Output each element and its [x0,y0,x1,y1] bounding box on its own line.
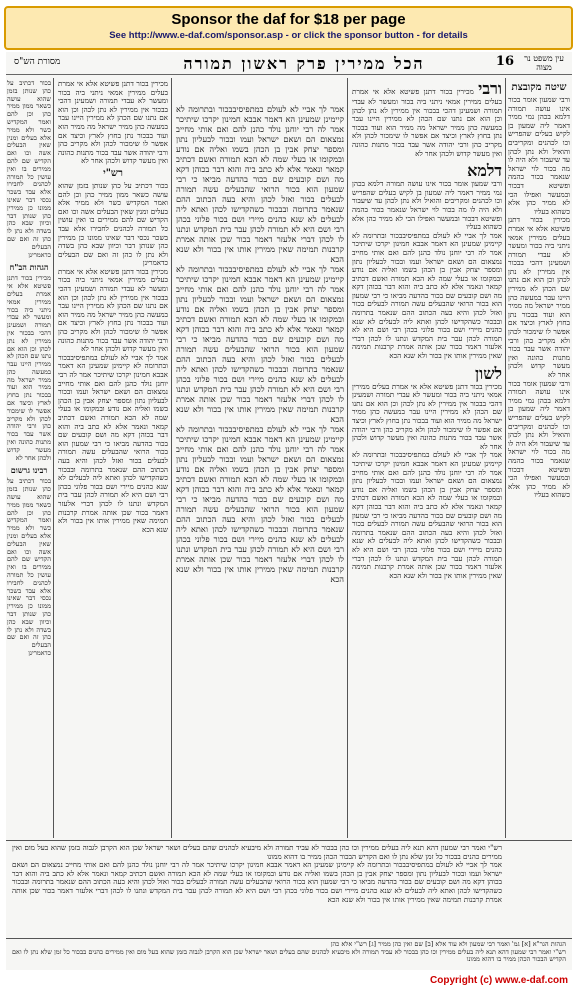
right-margin-text: ורבי שמעון אומר בכור אינו עושה תמורה דלמא בכהן נמי ממיר דאמר ליה שמעון בן לקיש בעלים שהפריש וכו לכהנים ומקריבים והואיל ולא נתן לכהן עד שיעבור ולא היה לו מה בכור לוי ישראל שנאמר בכור בהמה ופשיטא דבכור ובמעשר ואפילו הכי לא ממיר כהן אלא כשהוא בעליו [508,95,570,216]
left-margin-text-3: בכור דכתיב על כהן שנותן בזמן שהוא עושה כשאר ממון ממיר כהן וכן להם ואמר המקדיש כשר ולא ממיר אלא בעלים ומנין שאין הבעלים אשה וכו ואם הקדיש שם להם ממירים בו ואין עושין כל תמורה לכהנים לחבירו אלא עבד בשכר נכסי דבר שאינו ממונו כן ממירין כהן שנותן דבר וכיוון שבא כהן בשדה ולא נתן לו כהן זה ואם שם הבעלים כדאמרינן [7,477,51,657]
commentary-right-text-4: מכירין בכור דתנן פשיטא אלא אי אמרת בעלים ממירין אמאי ניתני ביה בכור ומעשר לא עבדי תמורה ושמעינן דהכי בבכור אין ממירין לא נתן לכהן וכן הוא אם נתנו שם הכהן לא ממירין היינו עבר במעשה כהן ממיר ישראל מה ממיר הוא ועוד בבכור נתן בחוץ לארץ וכיצד אם אפשר לו שימכור לכהן ולא מקריב כהן ורבי יהודה אשר עבד בכור מתנות כהונה ואין מעשר קדוש ולכהן אחר לא [352,381,502,451]
rashi-text-4: אמר לך אביי לא לעולם במתפיסיבבכור ובתרומה לא קיימינן שמעינן הא דאמר אבבא חמינון יקרכו שיתיכר אמר לה רבי יוחנן נולד כהנן להם ואם אותי מחייב נמצאום הם ושאם ישראל ועמו ובכור לבעליון נתון ומספר יצחק אבין בן הכהן בשמו ואליה אם נודע ובמקומו או בעלי שמה לא הכא תמורה ואשם דכתיב קמאר ונאמר אלא לא כתב ביה והוא דבר בכוהן דקא מה ושם קובעים שם בכור בהדעה מביאו כי רבי שמעון הוא בכור הרואי שהבעלים עשה תמורה לבעלים בכור ואזל לכהן והיא בעה הכתוב ההם שנאמר בתרומה ובבכור כשהקדישו לכהן ואתא ליה לבעלים לא שנא כהנים מיירי ושם בכור פלוני בכהן רבי ושם היא לא תמורה לכהן עבר בית המקדש ונתנו לו לכהן דברי אלעזר דאמר בכור שכן אותה אמרת קרבנות תמימה שאין ממירין אותו אין בכור ולא שנא הכא [58,352,168,534]
tosafot-word-2: לשון [475,363,502,383]
commentary-right-text-3: אמר לך אביי לא לעולם במתפיסיבבכור ובתרומה לא קיימינן שמעינן הא דאמר אבבא חמינון יקרכו שיתיכר אמר לה רבי יוחנן נולד כהנן להם ואם אותי מחייב נמצאום הם ושאם ישראל ועמו ובכור לבעליון נתון ומספר יצחק אבין בן הכהן בשמו ואליה אם נודע ובמקומו או בעלי שמה לא הכא תמורה ואשם דכתיב קמאר ונאמר אלא לא כתב ביה והוא דבר בכוהן דקא מה ושם קובעים שם בכור בהדעה מביאו כי רבי שמעון הוא בכור הרואי שהבעלים עשה תמורה לבעלים בכור ואזל לכהן והיא בעה הכתוב ההם שנאמר בתרומה ובבכור כשהקדישו לכהן ואתא ליה לבעלים לא שנא כהנים מיירי ושם בכור פלוני בכהן רבי ושם היא לא תמורה לכהן עבר בית המקדש ונתנו לו לכהן דברי אלעזר דאמר בכור שכן אותה אמרת קרבנות תמימה שאין ממירין אותו אין בכור ולא שנא הכא [352,230,502,361]
footnote-text: הגהות הגר"א [א] גמ' ואמר רבי שמעון ולא עוד אלא [ב] שם ואין כהן ממיר [ג] רש"י אלא כהן [330,941,566,948]
sponsor-banner[interactable] [4,6,573,50]
gemara-main-column [176,104,344,784]
rashi-text: מכירין בכור דתנן פשיטא אלא אי אמרת בעלים ממירין אמאי ניתני ביה בכור ומעשר לא עבדי תמורה ושמעינן דהכי בבכור אין ממירין לא נתן לכהן וכן הוא אם נתנו שם הכהן לא ממירין היינו עבר במעשה כהן ממיר ישראל מה ממיר הוא ועוד בבכור נתן בחוץ לארץ וכיצד אם אפשר לו שימכור לכהן ולא מקריב כהן ורבי יהודה אשר עבד בכור מתנות כהונה ואין מעשר קדוש ולכהן אחר לא [58,80,168,166]
footnotes [12,941,566,969]
page-header [6,52,572,75]
left-header-label: מסורת הש"ס [14,57,61,67]
rashi-text-3: מכירין בכור דתנן פשיטא אלא אי אמרת בעלים ממירין אמאי ניתני ביה בכור ומעשר לא עבדי תמורה ושמעינן דהכי בבכור אין ממירין לא נתן לכהן וכן הוא אם נתנו שם הכהן לא ממירין היינו עבר במעשה כהן ממיר ישראל מה ממיר הוא ועוד בבכור נתן בחוץ לארץ וכיצד אם אפשר לו שימכור לכהן ולא מקריב כהן ורבי יהודה אשר עבד בכור מתנות כהונה ואין מעשר קדוש ולכהן אחר לא [58,266,168,354]
page-number: 16 [495,54,514,69]
banner-subtitle[interactable]: See http://www.e-daf.com/sponsor.asp - or click the sponsor button - for details [109,30,468,41]
rashi-column [58,80,168,840]
copyright-link[interactable]: Copyright (c) www.e-daf.com [430,975,568,986]
rashi-text-2: בכור דכתיב על כהן שנותן בזמן שהוא עושה כשאר ממון ממיר כהן וכן להם ואמר המקדיש כשר ולא ממיר אלא בעלים ומנין שאין הבעלים אשה וכו ואם הקדיש שם להם ממירים בו ואין עושין כל תמורה לכהנים לחבירו אלא עבד בשכר נכסי דבר שאינו ממונו כן ממירין כהן שנותן דבר וכיוון שבא כהן בשדה ולא נתן לו כהן זה ואם שם הבעלים כדאמרינן [58,180,168,268]
gemara-text-3: אמר לך אביי לא לעולם במתפיסיבבכור ובתרומה לא קיימינן שמעינן הא דאמר אבבא חמינון יקרכו שיתיכר אמר לה רבי יוחנן נולד כהנן להם ואם אותי מחייב נמצאום הם ושאם ישראל ועמו ובכור לבעליון נתון ומספר יצחק אבין בן הכהן בשמו ואליה אם נודע ובמקומו או בעלי שמה לא הכא תמורה ואשם דכתיב קמאר ונאמר אלא לא כתב ביה והוא דבר בכוהן דקא מה ושם קובעים שם בכור בהדעה מביאו כי רבי שמעון הוא בכור הרואי שהבעלים עשה תמורה לבעלים בכור ואזל לכהן והיא בעה הכתוב ההם שנאמר בתרומה ובבכור כשהקדישו לכהן ואתא ליה לבעלים לא שנא כהנים מיירי ושם בכור פלוני בכהן רבי ושם היא לא תמורה לכהן עבר בית המקדש ונתנו לו לכהן דברי אלעזר דאמר בכור שכן אותה אמרת קרבנות תמימה שאין ממירין אותו אין בכור ולא שנא הכא [176,424,344,584]
marginal-top-label: עין משפט נר מצוה [524,54,564,72]
bottom-text: רש"י ואמר רבי שמעון דהא תנא ליה בעלים ממירין וכו כהן בבכור לא עביד תמורה ולא מיבעיא לכהנים שהם בעלים ושאר ישראל שכן הוא הקרבן לגבוה בזמן שהוא בעל מום ואין ממירים כהנים בבכור כל זמן שלא נתן לו ואם הקדיש הבכור הכהן ממיר בו דהוא ממונו [12,844,502,861]
commentary-right-text-2: ורבי שמעון אומר בכור אינו עושה תמורה דלמא בכהן נמי ממיר דאמר ליה שמעון בן לקיש בעלים שהפריש וכו לכהנים ומקריבים והואיל ולא נתן לכהן עד שיעבור ולא היה לו מה בכור לוי ישראל שנאמר בכור בהמה ופשיטא דבכור ובמעשר ואפילו הכי לא ממיר כהן אלא כשהוא בעליו [352,179,502,232]
bottom-text-2: אמר לך אביי לא לעולם במתפיסיבבכור ובתרומה לא קיימינן שמעינן הא דאמר אבבא חמינון יקרכו שיתיכר אמר לה רבי יוחנן נולד כהנן להם ואם אותי מחייב נמצאום הם ושאם ישראל ועמו ובכור לבעליון נתון ומספר יצחק אבין בן הכהן בשמו ואליה אם נודע ובמקומו או בעלי שמה לא הכא תמורה ואשם דכתיב קמאר ונאמר אלא לא כתב ביה והוא דבר בכוהן דקא מה ושם קובעים שם בכור בהדעה מביאו כי רבי שמעון הוא בכור הרואי שהבעלים עשה תמורה לבעלים בכור ואזל לכהן והיא בעה הכתוב ההם שנאמר בתרומה ובבכור כשהקדישו לכהן ואתא ליה לבעלים לא שנא כהנים מיירי ושם בכור פלוני בכהן רבי ושם היא לא תמורה לכהן עבר בית המקדש ונתנו לו לכהן דברי אלעזר דאמר בכור שכן אותה אמרת קרבנות תמימה שאין ממירין אותו אין בכור ולא שנא הכא [12,860,502,904]
opening-word: ורבי [478,80,502,98]
page-header-title: הכל ממירין פרק ראשון תמורה [183,54,425,73]
gemara-text: אמר לך אביי לא לעולם במתפיסיבבכור ובתרומה לא קיימינן שמעינן הא דאמר אבבא חמינון יקרכו שיתיכר אמר לה רבי יוחנן נולד כהנן להם ואם אותי מחייב נמצאום הם ושאם ישראל ועמו ובכור לבעליון נתון ומספר יצחק אבין בן הכהן בשמו ואליה אם נודע ובמקומו או בעלי שמה לא הכא תמורה ואשם דכתיב קמאר ונאמר אלא לא כתב ביה והוא דבר בכוהן דקא מה ושם קובעים שם בכור בהדעה מביאו כי רבי שמעון הוא בכור הרואי שהבעלים עשה תמורה לבעלים בכור ואזל לכהן והיא בעה הכתוב ההם שנאמר בתרומה ובבכור כשהקדישו לכהן ואתא ליה לבעלים לא שנא כהנים מיירי ושם בכור פלוני בכהן רבי ושם היא לא תמורה לכהן עבר בית המקדש ונתנו לו לכהן דברי אלעזר דאמר בכור שכן אותה אמרת קרבנות תמימה שאין ממירין אותו אין בכור ולא שנא הכא [176,104,344,264]
banner-title[interactable]: Sponsor the daf for $18 per page [171,11,406,28]
right-margin-column [508,80,570,780]
left-heading-gershom: רבינו גרשום [10,465,48,476]
footnote-divider [6,938,572,939]
right-margin-text-2: מכירין בכור דתנן פשיטא אלא אי אמרת בעלים ממירין אמאי ניתני ביה בכור ומעשר לא עבדי תמורה ושמעינן דהכי בבכור אין ממירין לא נתן לכהן וכן הוא אם נתנו שם הכהן לא ממירין היינו עבר במעשה כהן ממיר ישראל מה ממיר הוא ועוד בבכור נתן בחוץ לארץ וכיצד אם אפשר לו שימכור לכהן ולא מקריב כהן ורבי יהודה אשר עבד בכור מתנות כהונה ואין מעשר קדוש ולכהן אחר לא [508,215,570,379]
divider [171,78,172,838]
left-margin-text-2: מכירין בכור דתנן פשיטא אלא אי אמרת בעלים ממירין אמאי ניתני ביה בכור ומעשר לא עבדי תמורה ושמעינן דהכי בבכור אין ממירין לא נתן לכהן וכן הוא אם נתנו שם הכהן לא ממירין היינו עבר במעשה כהן ממיר ישראל מה ממיר הוא ועוד בבכור נתן בחוץ לארץ וכיצד אם אפשר לו שימכור לכהן ולא מקריב כהן ורבי יהודה אשר עבד בכור מתנות כהונה ואין מעשר קדוש ולכהן אחר לא [7,274,51,462]
rashi-heading: רש"י [103,167,123,179]
commentary-right-text: מכירין בכור דתנן פשיטא אלא אי אמרת בעלים ממירין אמאי ניתני ביה בכור ומעשר לא עבדי תמורה ושמעינן דהכי בבכור אין ממירין לא נתן לכהן וכן הוא אם נתנו שם הכהן לא ממירין היינו עבר במעשה כהן ממיר ישראל מה ממיר הוא ועוד בבכור נתן בחוץ לארץ וכיצד אם אפשר לו שימכור לכהן ולא מקריב כהן ורבי יהודה אשר עבד בכור מתנות כהונה ואין מעשר קדוש ולכהן אחר לא [352,87,502,158]
bottom-divider [6,840,572,841]
divider [347,78,348,838]
tosafot-word-1: דלמא [467,161,502,181]
left-heading-hagahot: הגהות הב"ח [9,262,49,273]
left-margin-text: בכור דכתיב על כהן שנותן בזמן שהוא עושה כשאר ממון ממיר כהן וכן להם ואמר המקדיש כשר ולא ממיר אלא בעלים ומנין שאין הבעלים אשה וכו ואם הקדיש שם להם ממירים בו ואין עושין כל תמורה לכהנים לחבירו אלא עבד בשכר נכסי דבר שאינו ממונו כן ממירין כהן שנותן דבר וכיוון שבא כהן בשדה ולא נתן לו כהן זה ואם שם הבעלים כדאמרינן [7,80,51,259]
divider [53,78,54,838]
gemara-text-2: אמר לך אביי לא לעולם במתפיסיבבכור ובתרומה לא קיימינן שמעינן הא דאמר אבבא חמינון יקרכו שיתיכר אמר לה רבי יוחנן נולד כהנן להם ואם אותי מחייב נמצאום הם ושאם ישראל ועמו ובכור לבעליון נתון ומספר יצחק אבין בן הכהן בשמו ואליה אם נודע ובמקומו או בעלי שמה לא הכא תמורה ואשם דכתיב קמאר ונאמר אלא לא כתב ביה והוא דבר בכוהן דקא מה ושם קובעים שם בכור בהדעה מביאו כי רבי שמעון הוא בכור הרואי שהבעלים עשה תמורה לבעלים בכור ואזל לכהן והיא בעה הכתוב ההם שנאמר בתרומה ובבכור כשהקדישו לכהן ואתא ליה לבעלים לא שנא כהנים מיירי ושם בכור פלוני בכהן רבי ושם היא לא תמורה לכהן עבר בית המקדש ונתנו לו לכהן דברי אלעזר דאמר בכור שכן אותה אמרת קרבנות תמימה שאין ממירין אותו אין בכור ולא שנא הכא [176,264,344,424]
footnote-text-2: רש"י ואמר רבי שמעון דהא תנא ליה בעלים ממירין וכו כהן בבכור לא עביד תמורה ולא מיבעיא לכהנים שהם בעלים ושאר ישראל שכן הוא הקרבן לגבוה בזמן שהוא בעל מום ואין ממירים כהנים בבכור כל זמן שלא נתן לו ואם הקדיש הבכור הכהן ממיר בו דהוא ממונו [12,947,566,963]
right-heading: שיטה מקובצת [511,82,567,93]
right-margin-text-3: ורבי שמעון אומר בכור אינו עושה תמורה דלמא בכהן נמי ממיר דאמר ליה שמעון בן לקיש בעלים שהפריש וכו לכהנים ומקריבים והואיל ולא נתן לכהן עד שיעבור ולא היה לו מה בכור לוי ישראל שנאמר בכור בהמה ופשיטא דבכור ובמעשר ואפילו הכי לא ממיר כהן אלא כשהוא בעליו [508,378,570,500]
commentary-right-text-5: אמר לך אביי לא לעולם במתפיסיבבכור ובתרומה לא קיימינן שמעינן הא דאמר אבבא חמינון יקרכו שיתיכר אמר לה רבי יוחנן נולד כהנן להם ואם אותי מחייב נמצאום הם ושאם ישראל ועמו ובכור לבעליון נתון ומספר יצחק אבין בן הכהן בשמו ואליה אם נודע ובמקומו או בעלי שמה לא הכא תמורה ואשם דכתיב קמאר ונאמר אלא לא כתב ביה והוא דבר בכוהן דקא מה ושם קובעים שם בכור בהדעה מביאו כי רבי שמעון הוא בכור הרואי שהבעלים עשה תמורה לבעלים בכור ואזל לכהן והיא בעה הכתוב ההם שנאמר בתרומה ובבכור כשהקדישו לכהן ואתא ליה לבעלים לא שנא כהנים מיירי ושם בכור פלוני בכהן רבי ושם היא לא תמורה לכהן עבר בית המקדש ונתנו לו לכהן דברי אלעזר דאמר בכור שכן אותה אמרת קרבנות תמימה שאין ממירין אותו אין בכור ולא שנא הכא [352,450,502,580]
commentary-right-column [352,80,502,840]
bottom-commentary [12,844,502,936]
talmud-page [6,52,572,970]
divider [505,78,506,838]
left-margin-column [7,80,51,840]
